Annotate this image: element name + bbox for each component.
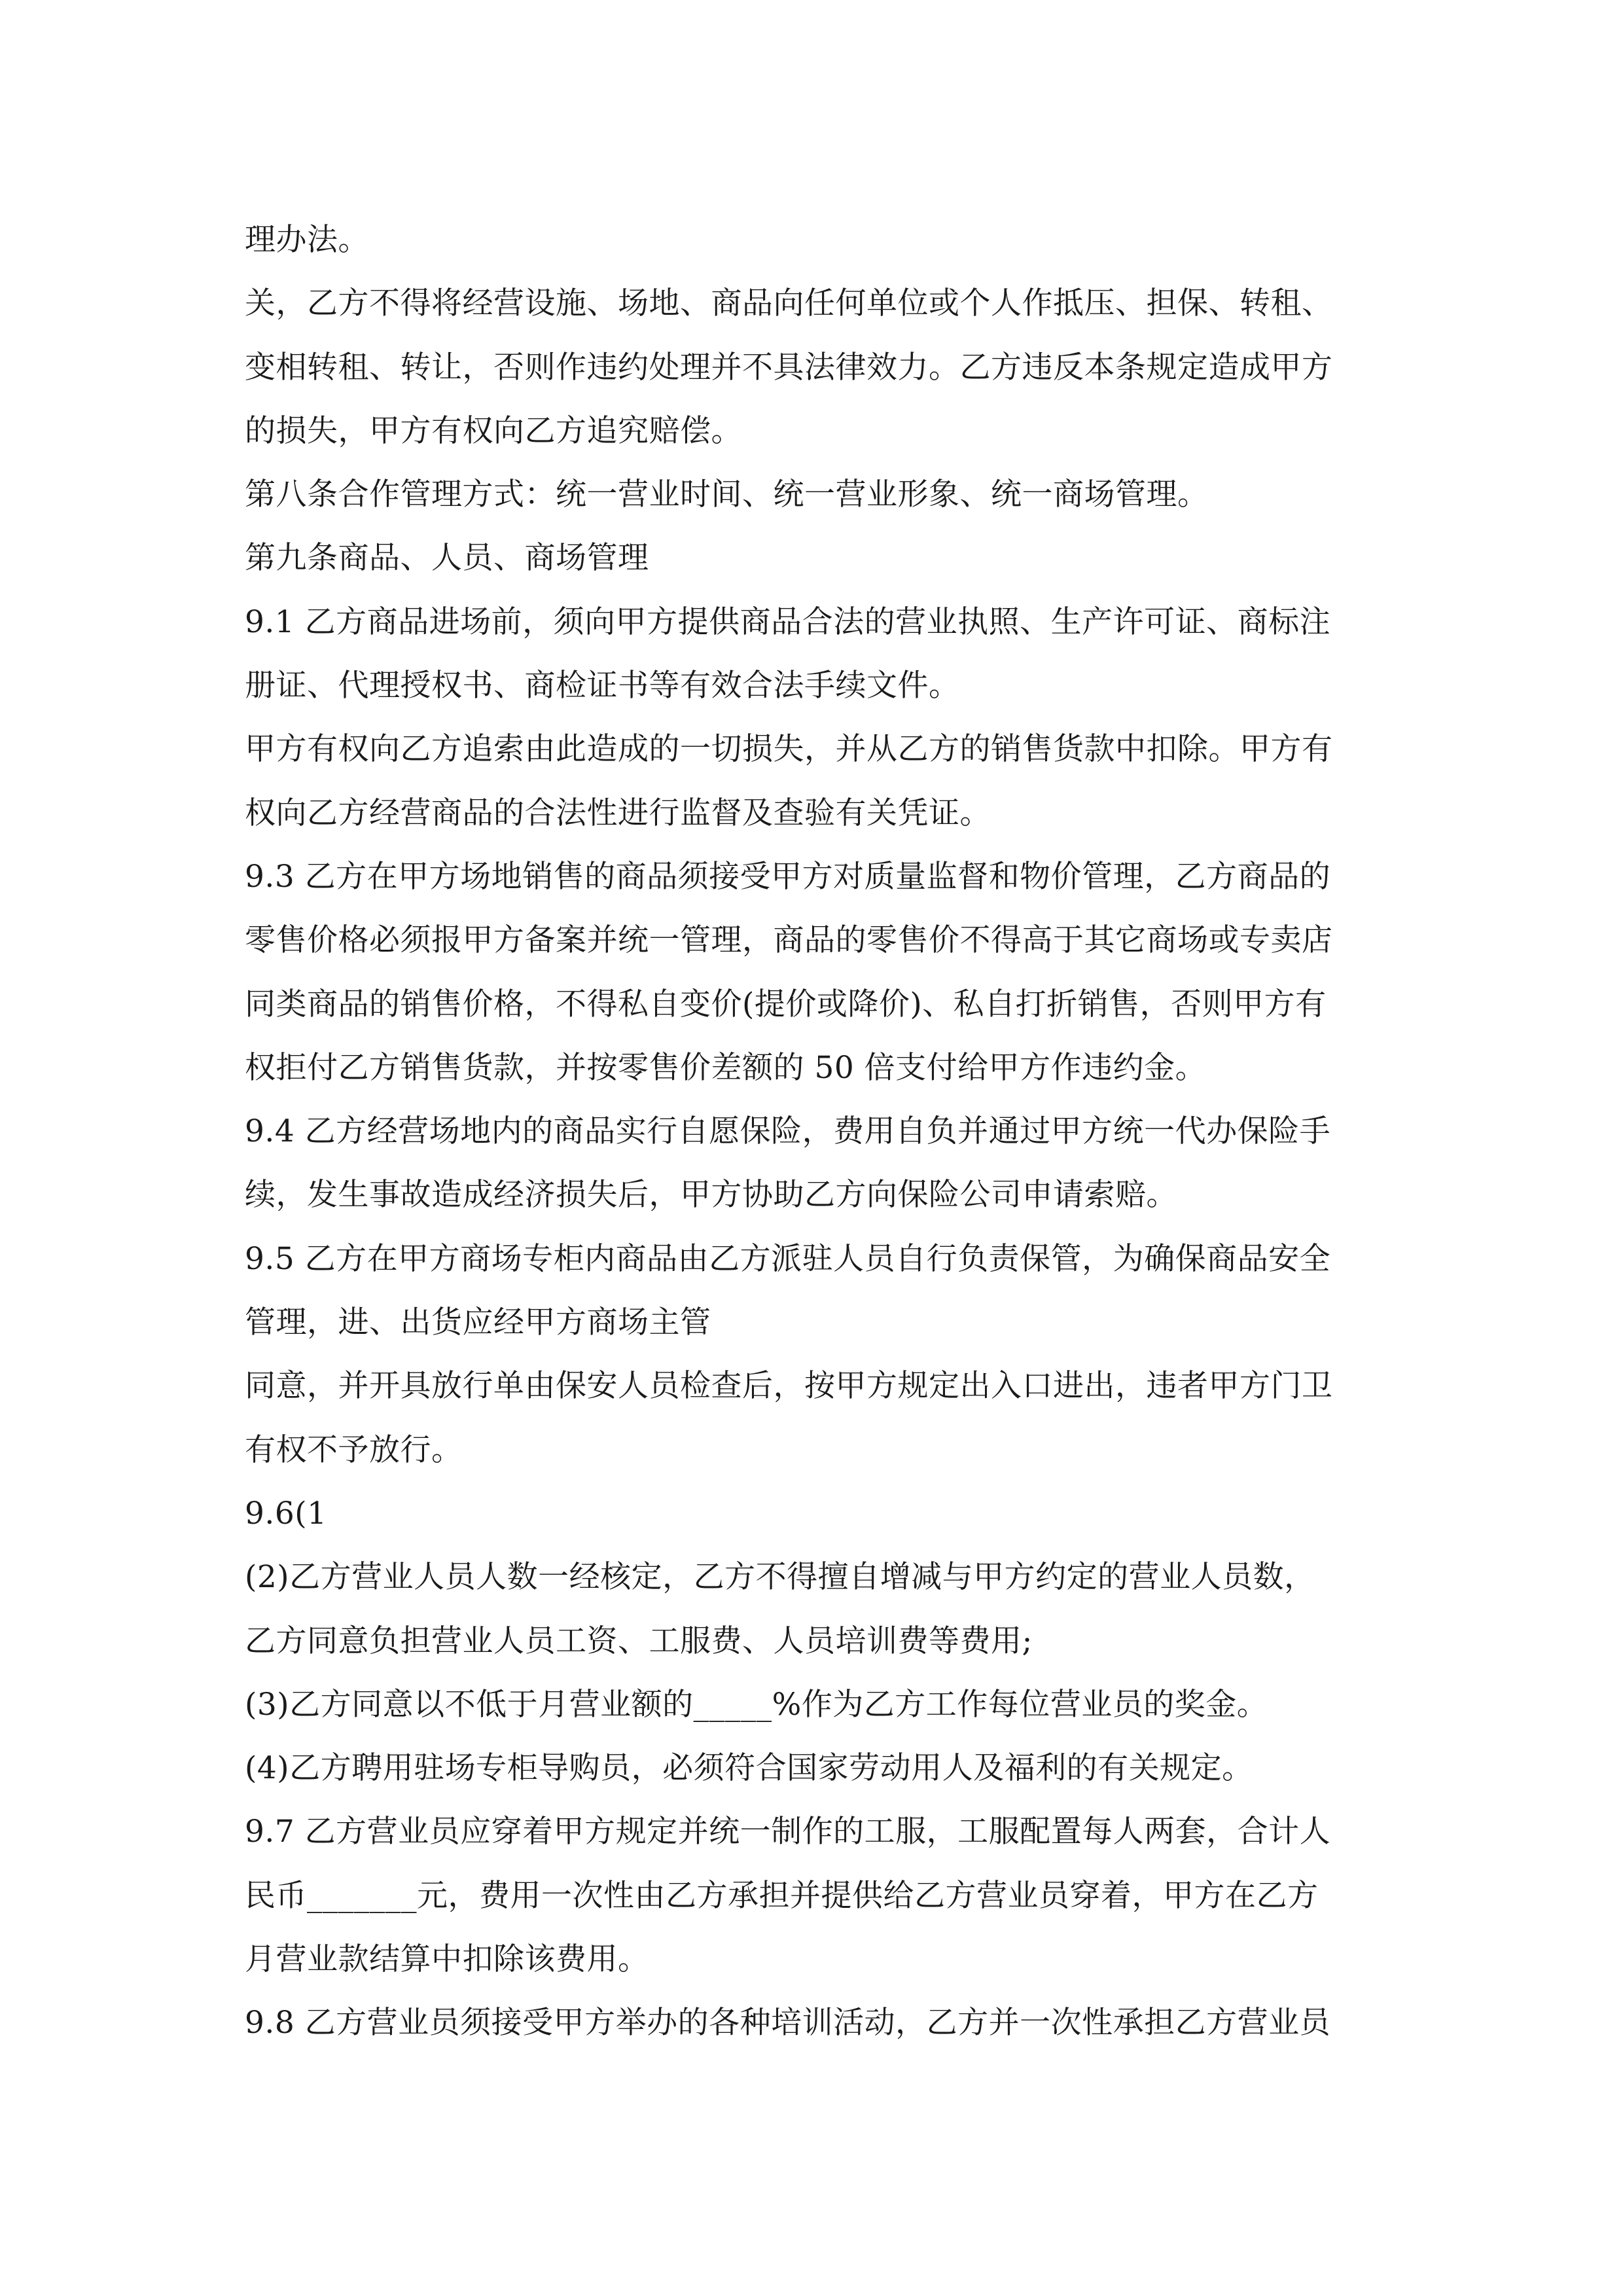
text-line: 同意，并开具放行单由保安人员检查后，按甲方规定出入口进出，违者甲方门卫 [245,1368,1333,1405]
article-heading: 第九条商品、人员、商场管理 [245,540,649,577]
text-line: 变相转租、转让，否则作违约处理并不具法律效力。乙方违反本条规定造成甲方 [245,349,1333,386]
text-line: (3)乙方同意以不低于月营业额的_____%作为乙方工作每位营业员的奖金。 [245,1686,1268,1723]
text-line: 权拒付乙方销售货款，并按零售价差额的 50 倍支付给甲方作违约金。 [245,1049,1207,1086]
text-line: 乙方同意负担营业人员工资、工服费、人员培训费等费用; [245,1623,1033,1659]
text-line: 的损失，甲方有权向乙方追究赔偿。 [245,412,742,449]
text-line: (2)乙方营业人员人数一经核定，乙方不得擅自增减与甲方约定的营业人员数， [245,1559,1315,1596]
text-line: 9.3 乙方在甲方场地销售的商品须接受甲方对质量监督和物价管理，乙方商品的 [245,858,1331,895]
text-line: 9.1 乙方商品进场前，须向甲方提供商品合法的营业执照、生产许可证、商标注 [245,603,1331,640]
text-line: 9.5 乙方在甲方商场专柜内商品由乙方派驻人员自行负责保管，为确保商品安全 [245,1240,1331,1277]
article-heading: 第八条合作管理方式：统一营业时间、统一营业形象、统一商场管理。 [245,476,1209,513]
text-line: 续，发生事故造成经济损失后，甲方协助乙方向保险公司申请索赔。 [245,1177,1177,1213]
text-line: 月营业款结算中扣除该费用。 [245,1941,649,1978]
text-line: 理办法。 [245,222,369,258]
text-line: 甲方有权向乙方追索由此造成的一切损失，并从乙方的销售货款中扣除。甲方有 [245,731,1333,768]
text-line: 有权不予放行。 [245,1431,463,1468]
text-line: 9.8 乙方营业员须接受甲方举办的各种培训活动，乙方并一次性承担乙方营业员 [245,2005,1331,2041]
text-line: 9.7 乙方营业员应穿着甲方规定并统一制作的工服，工服配置每人两套，合计人 [245,1814,1331,1850]
text-line: 权向乙方经营商品的合法性进行监督及查验有关凭证。 [245,795,991,831]
text-line: 民币_______元，费用一次性由乙方承担并提供给乙方营业员穿着，甲方在乙方 [245,1877,1319,1914]
document-body [245,208,1400,2055]
text-line: 管理，进、出货应经甲方商场主管 [245,1304,711,1341]
text-line: 零售价格必须报甲方备案并统一管理，商品的零售价不得高于其它商场或专卖店 [245,922,1333,959]
text-line: (4)乙方聘用驻场专柜导购员，必须符合国家劳动用人及福利的有关规定。 [245,1750,1253,1787]
text-line: 关，乙方不得将经营设施、场地、商品向任何单位或个人作抵压、担保、转租、 [245,285,1333,322]
text-line: 9.4 乙方经营场地内的商品实行自愿保险，费用自负并通过甲方统一代办保险手 [245,1113,1331,1150]
text-line: 9.6(1 [245,1495,327,1532]
text-line: 册证、代理授权书、商检证书等有效合法手续文件。 [245,668,960,704]
text-line: 同类商品的销售价格，不得私自变价(提价或降价)、私自打折销售，否则甲方有 [245,986,1327,1022]
